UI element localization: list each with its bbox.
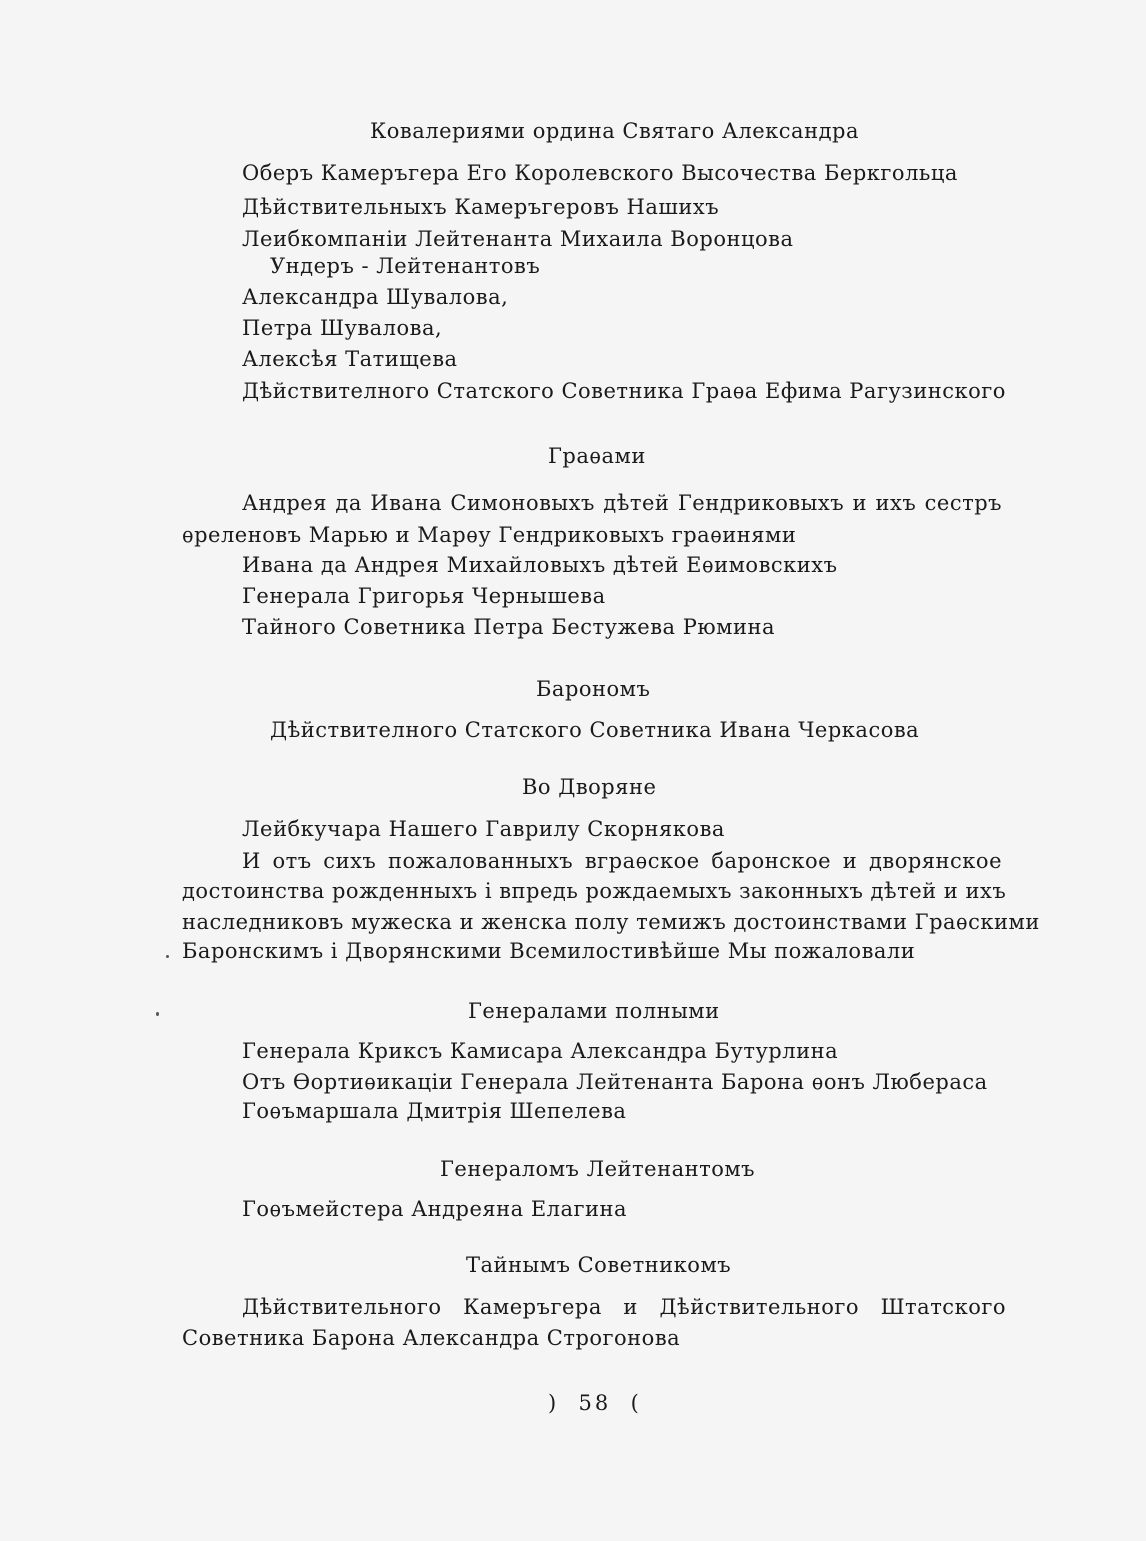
print-speck xyxy=(156,1012,159,1016)
text-line: наследниковъ мужеска и женска полу темижъ достоинствами Граѳскими xyxy=(182,910,1040,934)
text-line: Дѣйствительныхъ Камеръгеровъ Нашихъ xyxy=(242,195,720,219)
text-line: Ивана да Андрея Михайловыхъ дѣтей Еѳимовскихъ xyxy=(242,553,838,577)
text-line: Дѣйствителного Статского Советника Граѳа Ефима Рагузинского xyxy=(242,379,1006,403)
text-line: Оберъ Камеръгера Его Королевского Высочества Беркгольца xyxy=(242,161,958,185)
text-line: Генерала Григорья Чернышева xyxy=(242,584,606,608)
section-heading: Барономъ xyxy=(536,677,651,701)
section-heading: Ковалериями ордина Святаго Александра xyxy=(370,119,859,143)
text-line: Дѣйствительного Камеръгера и Дѣйствительного Штатского xyxy=(242,1295,1006,1319)
text-line: Генерала Криксъ Камисара Александра Бутурлина xyxy=(242,1039,839,1063)
section-heading: Тайнымъ Советникомъ xyxy=(466,1253,732,1277)
section-heading: Во Дворяне xyxy=(522,775,657,799)
text-line: Баронскимъ і Дворянскими Всемилостивѣйше Мы пожаловали xyxy=(182,939,916,963)
text-line: Петра Шувалова, xyxy=(242,316,443,340)
print-speck xyxy=(166,955,169,958)
text-line: Андрея да Ивана Симоновыхъ дѣтей Гендриковыхъ и ихъ сестръ xyxy=(242,491,1002,515)
text-line: Дѣйствителного Статского Советника Ивана Черкасова xyxy=(270,718,920,742)
text-line: Советника Барона Александра Строгонова xyxy=(182,1326,681,1350)
section-heading: Граѳами xyxy=(548,444,646,468)
section-heading: Генералами полными xyxy=(468,999,720,1023)
text-line: Алексѣя Татищева xyxy=(242,347,458,371)
text-line: Леибкомпаніи Лейтенанта Михаила Воронцова xyxy=(242,227,794,251)
text-line: Гоѳъмаршала Дмитрія Шепелева xyxy=(242,1099,627,1123)
text-line: достоинства рожденныхъ і впредь рождаемыхъ законныхъ дѣтей и ихъ xyxy=(182,879,1007,903)
text-line: Отъ Ѳортиѳикаціи Генерала Лейтенанта Барона ѳонъ Любераса xyxy=(242,1070,988,1094)
page-number: ) 58 ( xyxy=(548,1391,642,1415)
section-heading: Генераломъ Лейтенантомъ xyxy=(440,1157,756,1181)
text-line: И отъ сихъ пожалованныхъ вграѳское баронское и дворянское xyxy=(242,849,1002,873)
text-line: Александра Шувалова, xyxy=(242,285,509,309)
text-line: Лейбкучара Нашего Гаврилу Скорнякова xyxy=(242,817,725,841)
text-line: Ундеръ - Лейтенантовъ xyxy=(270,254,541,278)
text-line: Тайного Советника Петра Бестужева Рюмина xyxy=(242,615,775,639)
text-line: Гоѳъмейстера Андреяна Елагина xyxy=(242,1197,628,1221)
text-line: ѳреленовъ Марью и Марѳу Гендриковыхъ граѳинями xyxy=(182,523,797,547)
